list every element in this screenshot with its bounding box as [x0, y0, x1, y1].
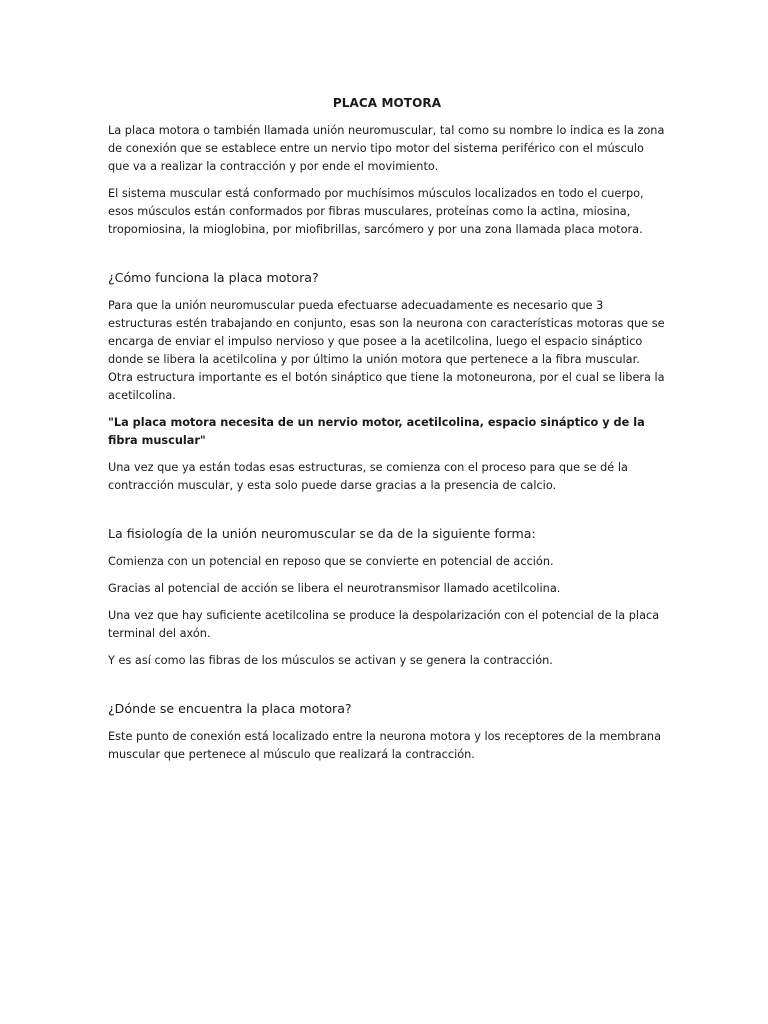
document-title: PLACA MOTORA: [332, 96, 442, 110]
section2-paragraph-3: Una vez que hay suficiente acetilcolina se produce la despolarización con el potencial de la placa terminal del axón.: [108, 609, 660, 640]
section1-paragraph-1: Para que la unión neuromuscular pueda efectuarse adecuadamente es necesario que 3 estructuras estén trabajando en conjunto, esas son la neurona con características motoras que se encarga de enviar el impulso nervioso y que posee a la acetilcolina, luego el espacio sináptico donde se libera la acetilcolina y por último la unión motora que pertenece a la fibra muscular. Otra estructura importante es el botón sináptico que tiene la motoneurona, por el cual se libera la acetilcolina.: [108, 299, 665, 402]
section2-paragraph-4: Y es así como las fibras de los músculos se activan y se genera la contracción.: [108, 654, 553, 667]
section2-paragraph-1: Comienza con un potencial en reposo que se convierte en potencial de acción.: [108, 555, 554, 568]
section1-quote: "La placa motora necesita de un nervio motor, acetilcolina, espacio sináptico y de la fibra muscular": [108, 416, 645, 447]
section-heading-physiology: La fisiología de la unión neuromuscular se da de la siguiente forma:: [108, 526, 536, 541]
section2-paragraph-2: Gracias al potencial de acción se libera el neurotransmisor llamado acetilcolina.: [108, 582, 561, 595]
section-heading-location: ¿Dónde se encuentra la placa motora?: [108, 701, 352, 716]
intro-paragraph-2: El sistema muscular está conformado por muchísimos músculos localizados en todo el cuerpo, esos músculos están conformados por fibras musculares, proteínas como la actina, miosina, tropomiosina, la mioglobina, por miofibrillas, sarcómero y por una zona llamada placa motora.: [108, 187, 644, 236]
section1-paragraph-2: Una vez que ya están todas esas estructuras, se comienza con el proceso para que se dé la contracción muscular, y esta solo puede darse gracias a la presencia de calcio.: [108, 461, 628, 492]
section-heading-how-it-works: ¿Cómo funciona la placa motora?: [108, 270, 319, 285]
section3-paragraph-1: Este punto de conexión está localizado entre la neurona motora y los receptores de la membrana muscular que pertenece al músculo que realizará la contracción.: [108, 730, 662, 761]
intro-paragraph-1: La placa motora o también llamada unión neuromuscular, tal como su nombre lo indica es la zona de conexión que se establece entre un nervio tipo motor del sistema periférico con el músculo que va a realizar la contracción y por ende el movimiento.: [108, 124, 665, 173]
document-body: [108, 94, 666, 773]
